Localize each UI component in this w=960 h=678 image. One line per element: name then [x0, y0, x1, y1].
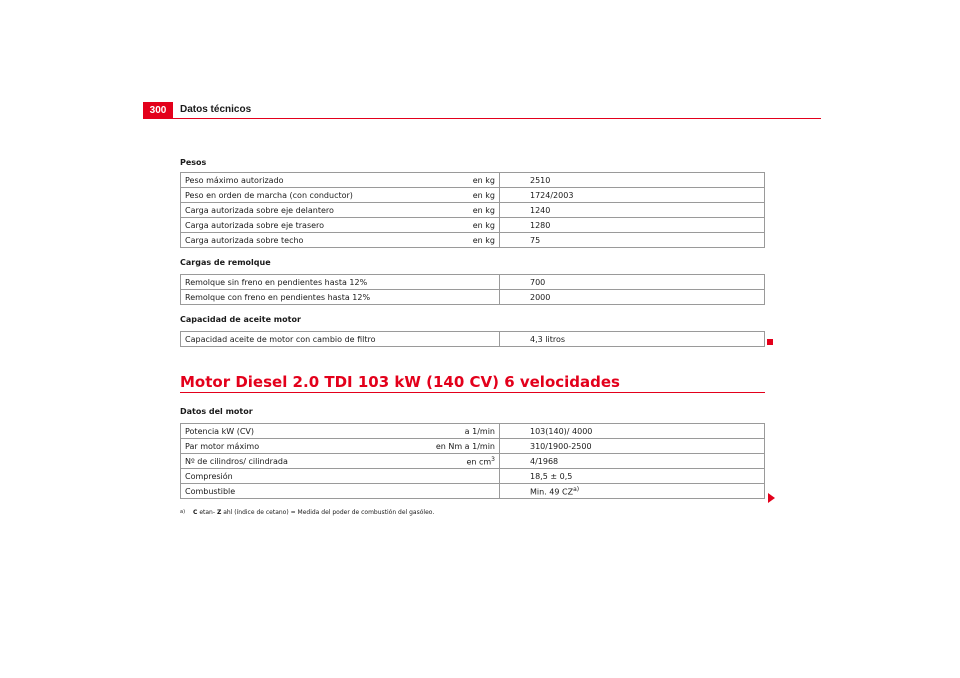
row-value: 700	[500, 275, 765, 290]
row-value: 1280	[500, 218, 765, 233]
unit-superscript: 3	[491, 455, 495, 463]
row-label: Capacidad aceite de motor con cambio de filtro	[181, 332, 410, 347]
motor-heading: Motor Diesel 2.0 TDI 103 kW (140 CV) 6 velocidades	[180, 373, 620, 391]
row-unit	[409, 454, 500, 469]
row-label: Remolque con freno en pendientes hasta 12%	[181, 290, 410, 305]
row-value: 2000	[500, 290, 765, 305]
row-label: Carga autorizada sobre eje trasero	[181, 218, 410, 233]
footnote-z-letter: Z	[216, 509, 222, 516]
row-value: 310/1900-2500	[500, 439, 765, 454]
footnote	[180, 509, 434, 516]
table-motor	[180, 423, 765, 499]
footnote-c-letter: C	[193, 509, 198, 516]
row-value: 4,3 litros	[500, 332, 765, 347]
row-unit-text: en cm	[466, 457, 492, 467]
table-row	[181, 290, 765, 305]
row-label: Carga autorizada sobre techo	[181, 233, 410, 248]
row-unit: en kg	[409, 173, 500, 188]
section-title-motor: Datos del motor	[180, 407, 253, 416]
row-label: Nº de cilindros/ cilindrada	[181, 454, 410, 469]
header-rule	[143, 118, 821, 119]
table-remolque	[180, 274, 765, 305]
table-row	[181, 173, 765, 188]
section-title-aceite: Capacidad de aceite motor	[180, 315, 301, 324]
table-row	[181, 439, 765, 454]
row-unit	[409, 484, 500, 499]
table-row	[181, 275, 765, 290]
row-unit	[409, 424, 500, 439]
section-end-square-icon	[767, 339, 773, 345]
section-title-remolque: Cargas de remolque	[180, 258, 271, 267]
row-unit	[409, 469, 500, 484]
row-unit: en kg	[409, 218, 500, 233]
table-row	[181, 454, 765, 469]
row-unit	[409, 275, 500, 290]
row-value: 4/1968	[500, 454, 765, 469]
row-value: 1724/2003	[500, 188, 765, 203]
table-row	[181, 484, 765, 499]
row-unit-text: a 1/min	[464, 426, 495, 436]
table-row	[181, 203, 765, 218]
page-number: 300	[143, 102, 173, 118]
row-label: Peso en orden de marcha (con conductor)	[181, 188, 410, 203]
row-value: 18,5 ± 0,5	[500, 469, 765, 484]
table-aceite	[180, 331, 765, 347]
row-label: Carga autorizada sobre eje delantero	[181, 203, 410, 218]
row-unit	[409, 290, 500, 305]
row-value: 1240	[500, 203, 765, 218]
table-pesos	[180, 172, 765, 248]
row-label: Peso máximo autorizado	[181, 173, 410, 188]
footnote-ref: a)	[573, 485, 580, 493]
table-row	[181, 218, 765, 233]
motor-heading-rule	[180, 392, 765, 393]
row-label: Combustible	[181, 484, 410, 499]
continue-arrow-icon	[768, 493, 775, 503]
footnote-marker: a)	[180, 509, 186, 515]
row-unit-text: en Nm a 1/min	[435, 441, 495, 451]
table-row	[181, 188, 765, 203]
row-label: Potencia kW (CV)	[181, 424, 410, 439]
row-label: Compresión	[181, 469, 410, 484]
row-value: 75	[500, 233, 765, 248]
row-unit: en kg	[409, 188, 500, 203]
row-unit: en kg	[409, 203, 500, 218]
footnote-z-rest: ahl (índice de cetano) = Medida del poder de combustión del gasóleo.	[221, 509, 435, 516]
section-title-pesos: Pesos	[180, 158, 207, 167]
row-label: Par motor máximo	[181, 439, 410, 454]
row-value	[500, 484, 765, 499]
row-value: 103(140)/ 4000	[500, 424, 765, 439]
row-value-text: Min. 49 CZ	[530, 487, 574, 497]
table-row	[181, 469, 765, 484]
table-row	[181, 424, 765, 439]
row-value: 2510	[500, 173, 765, 188]
row-unit	[409, 332, 500, 347]
row-unit: en kg	[409, 233, 500, 248]
footnote-c-rest: etan-	[197, 509, 217, 516]
table-row	[181, 332, 765, 347]
table-row	[181, 233, 765, 248]
row-unit	[409, 439, 500, 454]
running-header-title: Datos técnicos	[180, 104, 252, 115]
row-label: Remolque sin freno en pendientes hasta 12%	[181, 275, 410, 290]
